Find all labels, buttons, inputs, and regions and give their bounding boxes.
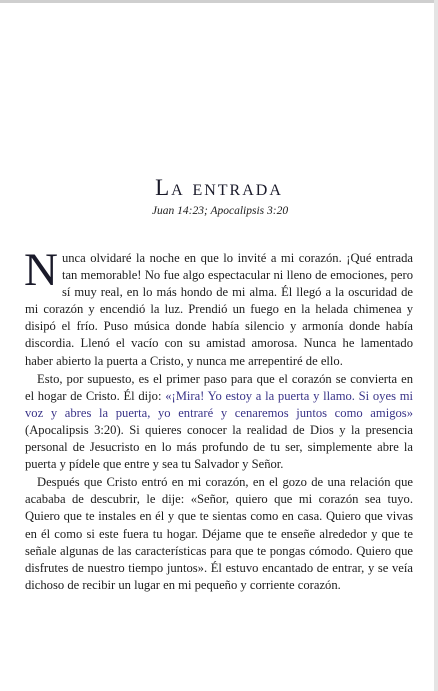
drop-cap: N xyxy=(24,244,58,296)
paragraph-3: Después que Cristo entró en mi corazón, en el gozo de una relación que acababa de descubrir, le dije: «Señor, quiero que mi corazón sea tuyo. Quiero que te instales en él y que te sientas como en casa. Quiero que vivas en él como si este fuera tu hogar. Déjame que te enseñe alrededor y que te señale algunas de las características para que te pongas cómodo. Quiero que disfrutes de nuestro tiempo juntos». Él estuvo encantado de entrar, y se veía dichoso de recibir un lugar en mi pequeño y corriente corazón. xyxy=(25,475,413,592)
scripture-quote: «¡Mira! Yo estoy a la puerta y llamo. Si oyes mi voz y abres la puerta, yo entraré y cenaremos juntos como amigos» xyxy=(25,388,413,420)
paragraph-2 xyxy=(25,371,413,474)
scripture-reference: Juan 14:23; Apocalipsis 3:20 xyxy=(151,205,289,217)
paragraph-1-text: unca olvidaré la noche en que lo invité a mi corazón. ¡Qué entrada tan memorable! No fue algo espectacular ni lleno de emociones, pero sí muy real, en lo más hondo de mi alma. Él llegó a la oscuridad de mi corazón y encendió la luz. Prendió un fuego en la helada chimenea y disipó el frío. Puso música donde había silencio y armonía donde había discordia. Llenó el vacío con su amistad amorosa. Nunca he lamentado haber abierto la puerta a Cristo, y nunca me arrepentiré de ello. xyxy=(25,251,413,368)
paragraph-2-before: Esto, por supuesto, es el primer paso para que el corazón se convierta en el hogar de Cristo. Él dijo: xyxy=(25,371,413,403)
page-top-edge xyxy=(0,0,438,3)
paragraph-2-after: (Apocalipsis 3:20). Si quieres conocer la realidad de Dios y la presencia personal de Jesucristo en lo más profundo de tu ser, simplemente abre la puerta y pídele que entre y sea tu Salvador y Señor. xyxy=(25,422,413,472)
paragraph-1 xyxy=(24,244,413,370)
page-right-edge xyxy=(434,0,438,691)
chapter-title: La entrada xyxy=(155,175,283,200)
body-text xyxy=(24,244,413,594)
